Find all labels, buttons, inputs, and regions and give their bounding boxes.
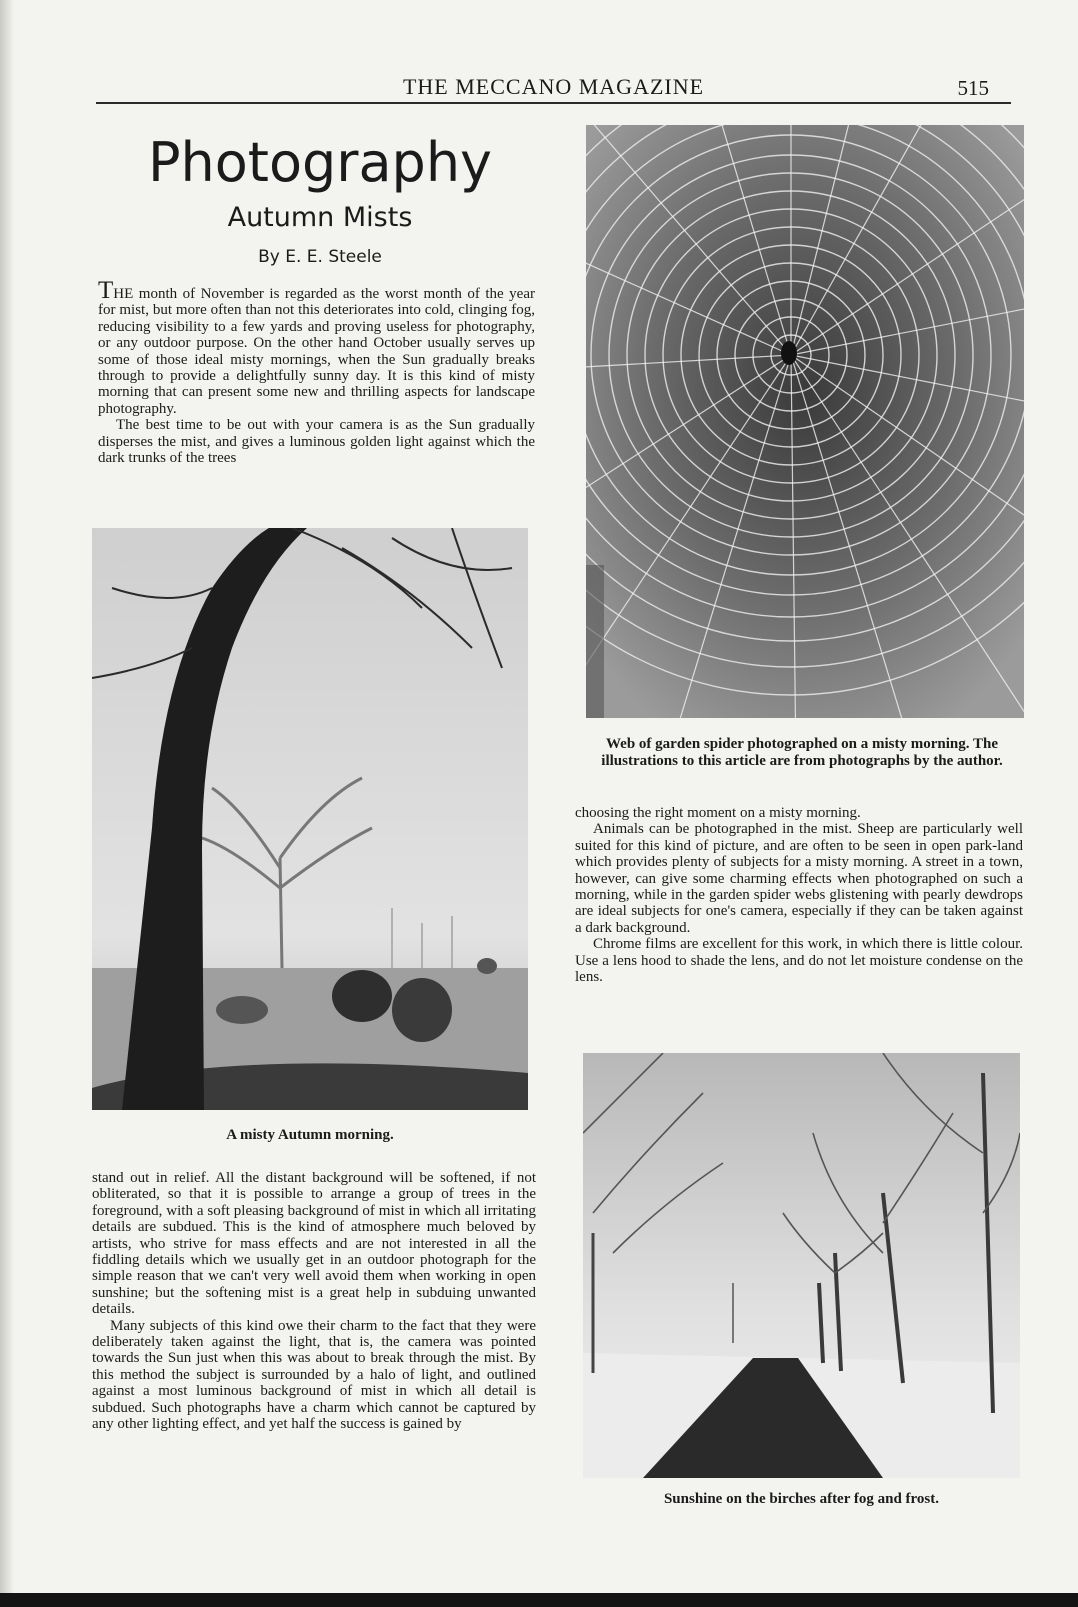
- page-bottom-edge: [0, 1593, 1078, 1607]
- birches-photo: [583, 1053, 1020, 1478]
- article-byline: By E. E. Steele: [258, 247, 382, 267]
- many-subjects-paragraph: Many subjects of this kind owe their charm to the fact that they were deliberately taken against the light, that is, the camera was pointed towards the Sun just when this was about to break through the mist. By this method the subject is surrounded by a halo of light, and outlined against a most luminous background of mist in which all detail is subdued. Such photographs have a charm which cannot be captured by any other lighting effect, and yet half the success is gained by: [92, 1317, 536, 1433]
- misty-morning-photo: [92, 528, 528, 1110]
- article-subtitle: Autumn Mists: [227, 202, 413, 233]
- spider-web-caption: Web of garden spider photographed on a misty morning. The illustrations to this article are from photographs by the author.: [601, 736, 1003, 769]
- spider-web-photo: [586, 125, 1024, 718]
- right-column-text: [575, 805, 1023, 985]
- best-time-paragraph: The best time to be out with your camera is as the Sun gradually disperses the mist, and gives a luminous golden light against which the dark trunks of the trees: [98, 417, 535, 467]
- birches-caption: Sunshine on the birches after fog and frost.: [663, 1491, 940, 1507]
- drop-cap: T: [98, 277, 114, 304]
- article-title: Photography: [147, 131, 493, 194]
- page-left-edge: [0, 0, 14, 1607]
- intro-text-block: [98, 277, 535, 467]
- stand-out-paragraph: stand out in relief. All the distant background will be softened, if not obliterated, so that it is possible to arrange a group of trees in the foreground, with a soft pleasing background of mist in which all irritating details are subdued. This is the kind of atmosphere much beloved by artists, who strive for mass effects and are not interested in all the fiddling details which we usually get in an outdoor photograph for the simple reason that we can't very well avoid them when working in open sunshine; but the softening mist is a great help in subduing unwanted details.: [92, 1170, 536, 1318]
- intro-paragraph-text: HE month of November is regarded as the worst month of the year for mist, but more often than not this deteriorates into cold, clinging fog, reducing visibility to a few yards and proving useless for photography, or any outdoor purpose. On the other hand October usually serves up some of those ideal misty mornings, when the Sun gradually breaks through to provide a delightfully sunny day. It is this kind of misty morning that can present some new and thrilling aspects for landscape photography.: [98, 286, 535, 417]
- intro-paragraph: [98, 277, 535, 417]
- running-header: [96, 70, 1011, 104]
- chrome-films-paragraph: Chrome films are excellent for this work, in which there is little colour. Use a lens hood to shade the lens, and do not let moisture condense on the lens.: [575, 936, 1023, 986]
- header-rule: [96, 102, 1011, 104]
- page-number: 515: [957, 76, 989, 100]
- choosing-paragraph: choosing the right moment on a misty morning.: [575, 805, 861, 821]
- animals-paragraph: Animals can be photographed in the mist. Sheep are particularly well suited for this kind of picture, and are often to be seen in open park-land which provides plenty of subjects for a misty morning. A street in a town, however, can give some charming effects when photographed on such a morning, while in the garden spider webs glistening with pearly dewdrops are ideal subjects for one's camera, especially if they can be taken against a dark background.: [575, 821, 1023, 936]
- misty-morning-caption: A misty Autumn morning.: [226, 1127, 394, 1143]
- lower-left-text: [92, 1170, 536, 1433]
- magazine-title: THE MECCANO MAGAZINE: [402, 74, 705, 99]
